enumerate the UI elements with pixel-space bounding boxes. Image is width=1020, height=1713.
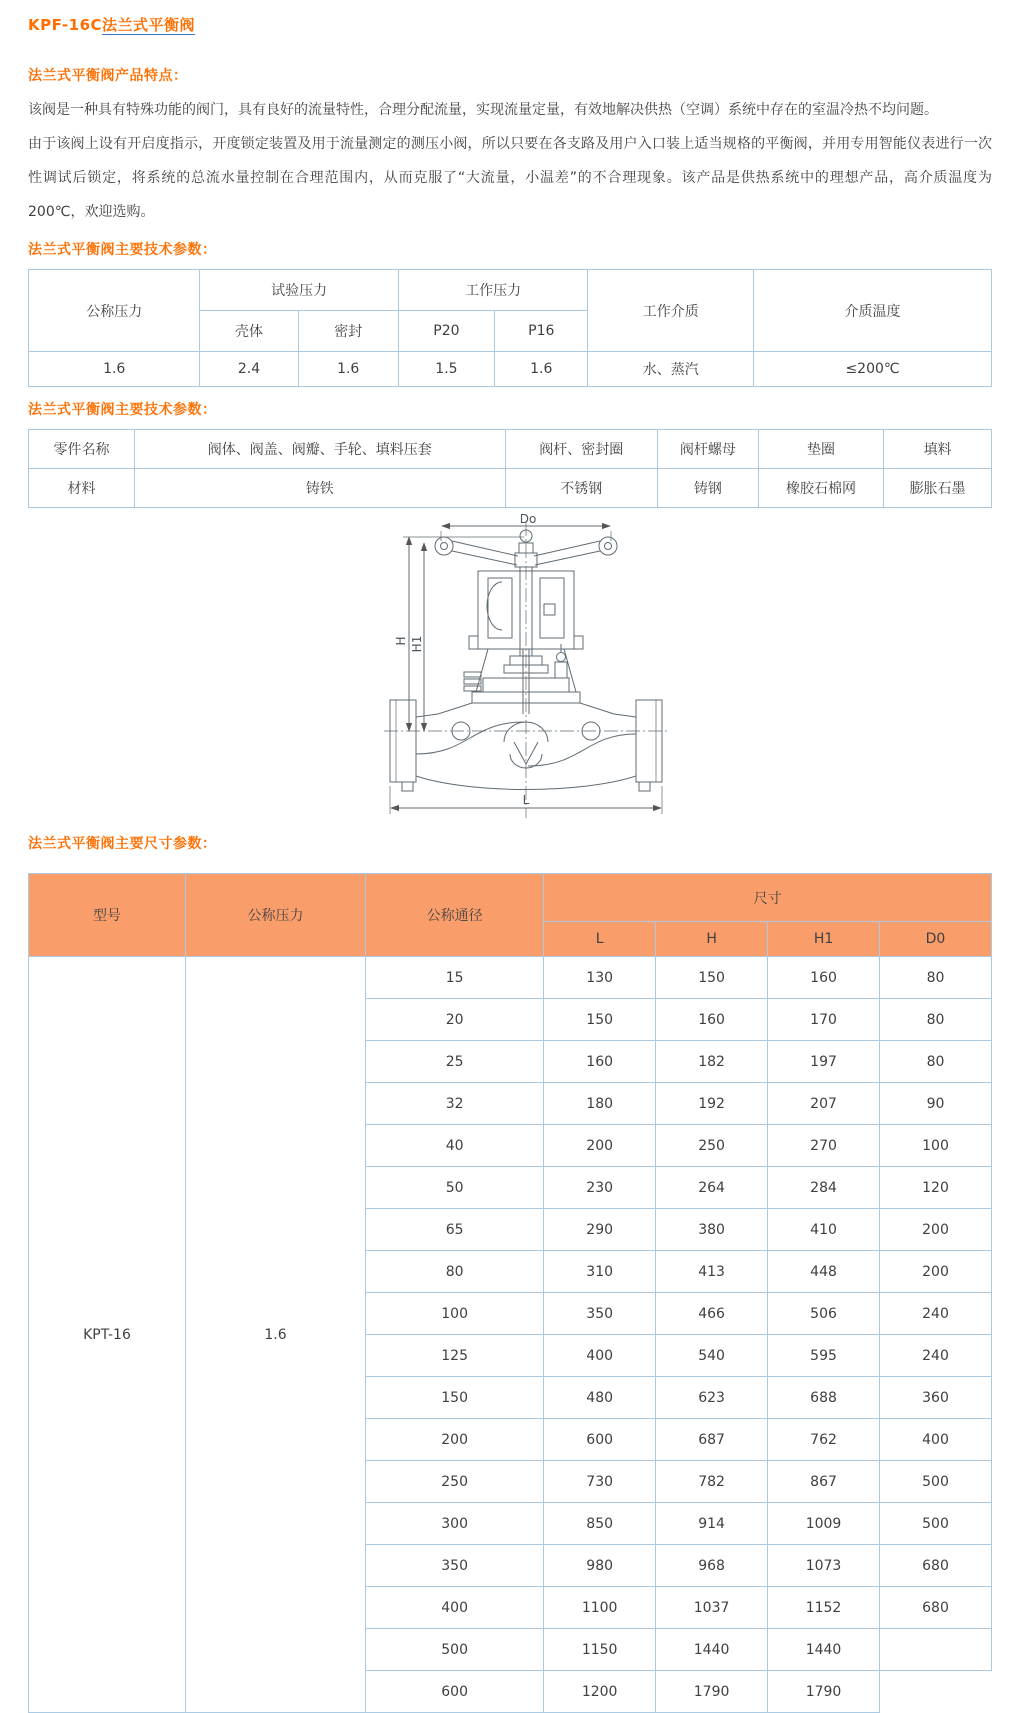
part-stem-nut: 阀杆螺母 xyxy=(657,430,758,469)
materials-heading: 法兰式平衡阀主要技术参数： xyxy=(28,402,217,418)
col-h: H xyxy=(656,922,768,957)
pressure-cell: 1.6 xyxy=(185,957,365,1713)
d0-cell: 80 xyxy=(880,1041,992,1083)
val-p20: 1.5 xyxy=(398,352,494,387)
l-cell: 310 xyxy=(544,1251,656,1293)
h-cell: 182 xyxy=(656,1041,768,1083)
dn-cell: 150 xyxy=(366,1377,544,1419)
col-p16: P16 xyxy=(495,311,588,352)
h-cell: 192 xyxy=(656,1083,768,1125)
val-temp: ≤200℃ xyxy=(754,352,992,387)
col-model: 型号 xyxy=(29,874,186,957)
dn-cell: 65 xyxy=(366,1209,544,1251)
dn-cell: 500 xyxy=(366,1629,544,1671)
d0-cell: 200 xyxy=(880,1251,992,1293)
dn-cell: 125 xyxy=(366,1335,544,1377)
col-seal: 密封 xyxy=(298,311,398,352)
h-cell: 160 xyxy=(656,999,768,1041)
d0-cell: 240 xyxy=(880,1335,992,1377)
material-packing: 膨胀石墨 xyxy=(884,469,992,508)
l-cell: 200 xyxy=(544,1125,656,1167)
col-nominal-pressure: 公称压力 xyxy=(29,270,200,352)
part-name-label: 零件名称 xyxy=(29,430,135,469)
d0-cell: 80 xyxy=(880,957,992,999)
d0-cell: 120 xyxy=(880,1167,992,1209)
table-row xyxy=(29,957,992,999)
d0-cell: 360 xyxy=(880,1377,992,1419)
dn-cell: 250 xyxy=(366,1461,544,1503)
h-cell: 150 xyxy=(656,957,768,999)
material-stem-nut: 铸钢 xyxy=(657,469,758,508)
d0-cell: 90 xyxy=(880,1083,992,1125)
part-gasket: 垫圈 xyxy=(758,430,883,469)
dn-cell: 15 xyxy=(366,957,544,999)
diagram-label-h: H xyxy=(394,636,408,646)
tech-params-table xyxy=(28,269,992,387)
d0-cell xyxy=(880,1671,992,1713)
l-cell: 290 xyxy=(544,1209,656,1251)
valve-diagram xyxy=(376,512,746,825)
col-test-pressure: 试验压力 xyxy=(200,270,398,311)
h1-cell: 284 xyxy=(768,1167,880,1209)
col-shell: 壳体 xyxy=(200,311,298,352)
col-working-medium: 工作介质 xyxy=(588,270,754,352)
tech-params-heading: 法兰式平衡阀主要技术参数： xyxy=(28,242,217,258)
d0-cell: 500 xyxy=(880,1503,992,1545)
val-shell: 2.4 xyxy=(200,352,298,387)
h1-cell: 867 xyxy=(768,1461,880,1503)
h-cell: 1440 xyxy=(656,1629,768,1671)
l-cell: 480 xyxy=(544,1377,656,1419)
col-d0: D0 xyxy=(880,922,992,957)
col-working-pressure: 工作压力 xyxy=(398,270,588,311)
dn-cell: 400 xyxy=(366,1587,544,1629)
h-cell: 1037 xyxy=(656,1587,768,1629)
dn-cell: 600 xyxy=(366,1671,544,1713)
h-cell: 380 xyxy=(656,1209,768,1251)
l-cell: 230 xyxy=(544,1167,656,1209)
dn-cell: 20 xyxy=(366,999,544,1041)
val-seal: 1.6 xyxy=(298,352,398,387)
model-cell: KPT-16 xyxy=(29,957,186,1713)
l-cell: 1200 xyxy=(544,1671,656,1713)
page-title xyxy=(28,14,992,35)
material-stem-seal: 不锈钢 xyxy=(505,469,657,508)
l-cell: 150 xyxy=(544,999,656,1041)
h-cell: 687 xyxy=(656,1419,768,1461)
dimensions-heading: 法兰式平衡阀主要尺寸参数： xyxy=(28,836,217,852)
h-cell: 413 xyxy=(656,1251,768,1293)
part-stem-seal: 阀杆、密封圈 xyxy=(505,430,657,469)
h1-cell: 160 xyxy=(768,957,880,999)
features-heading: 法兰式平衡阀产品特点： xyxy=(28,68,188,84)
d0-cell: 680 xyxy=(880,1587,992,1629)
h1-cell: 410 xyxy=(768,1209,880,1251)
l-cell: 1100 xyxy=(544,1587,656,1629)
dimensions-table xyxy=(28,873,992,1713)
d0-cell: 200 xyxy=(880,1209,992,1251)
h-cell: 914 xyxy=(656,1503,768,1545)
col-nominal-pressure: 公称压力 xyxy=(185,874,365,957)
features-paragraph-1: 该阀是一种具有特殊功能的阀门，具有良好的流量特性，合理分配流量，实现流量定量，有效地解决供热（空调）系统中存在的室温冷热不均问题。 xyxy=(28,102,938,118)
h1-cell: 1073 xyxy=(768,1545,880,1587)
material-label: 材料 xyxy=(29,469,135,508)
h1-cell: 1009 xyxy=(768,1503,880,1545)
material-gasket: 橡胶石棉网 xyxy=(758,469,883,508)
d0-cell: 100 xyxy=(880,1125,992,1167)
dimension-h-arrow xyxy=(403,537,524,731)
val-p16: 1.6 xyxy=(495,352,588,387)
h1-cell: 197 xyxy=(768,1041,880,1083)
l-cell: 180 xyxy=(544,1083,656,1125)
h1-cell: 1152 xyxy=(768,1587,880,1629)
dn-cell: 350 xyxy=(366,1545,544,1587)
h-cell: 968 xyxy=(656,1545,768,1587)
d0-cell xyxy=(880,1629,992,1671)
h-cell: 1790 xyxy=(656,1671,768,1713)
title-model: KPF-16C xyxy=(28,16,103,34)
h-cell: 623 xyxy=(656,1377,768,1419)
col-h1: H1 xyxy=(768,922,880,957)
val-medium: 水、蒸汽 xyxy=(588,352,754,387)
l-cell: 400 xyxy=(544,1335,656,1377)
dn-cell: 100 xyxy=(366,1293,544,1335)
material-body-group: 铸铁 xyxy=(134,469,505,508)
dn-cell: 200 xyxy=(366,1419,544,1461)
part-packing: 填料 xyxy=(884,430,992,469)
l-cell: 350 xyxy=(544,1293,656,1335)
features-paragraph-2: 由于该阀上设有开启度指示，开度锁定装置及用于流量测定的测压小阀，所以只要在各支路及用户入口装上适当规格的平衡阀，并用专用智能仪表进行一次性调试后锁定，将系统的总流水量控制在合理范围内，从而克服了“大流量，小温差”的不合理现象。该产品是供热系统中的理想产品，高介质温度为200℃，欢迎选购。 xyxy=(28,136,992,220)
diagram-label-l: L xyxy=(522,793,530,807)
h1-cell: 270 xyxy=(768,1125,880,1167)
h-cell: 782 xyxy=(656,1461,768,1503)
dn-cell: 80 xyxy=(366,1251,544,1293)
h1-cell: 1790 xyxy=(768,1671,880,1713)
h1-cell: 1440 xyxy=(768,1629,880,1671)
l-cell: 160 xyxy=(544,1041,656,1083)
d0-cell: 500 xyxy=(880,1461,992,1503)
col-l: L xyxy=(544,922,656,957)
dn-cell: 32 xyxy=(366,1083,544,1125)
h-cell: 466 xyxy=(656,1293,768,1335)
part-body-group: 阀体、阀盖、阀瓣、手轮、填料压套 xyxy=(134,430,505,469)
h-cell: 540 xyxy=(656,1335,768,1377)
col-p20: P20 xyxy=(398,311,494,352)
h1-cell: 506 xyxy=(768,1293,880,1335)
col-medium-temp: 介质温度 xyxy=(754,270,992,352)
l-cell: 730 xyxy=(544,1461,656,1503)
d0-cell: 400 xyxy=(880,1419,992,1461)
title-product-link[interactable]: 法兰式平衡阀 xyxy=(102,16,196,34)
d0-cell: 80 xyxy=(880,999,992,1041)
l-cell: 1150 xyxy=(544,1629,656,1671)
diagram-label-h1: H1 xyxy=(410,635,424,653)
dn-cell: 40 xyxy=(366,1125,544,1167)
l-cell: 850 xyxy=(544,1503,656,1545)
h-cell: 264 xyxy=(656,1167,768,1209)
l-cell: 600 xyxy=(544,1419,656,1461)
h1-cell: 448 xyxy=(768,1251,880,1293)
l-cell: 130 xyxy=(544,957,656,999)
dn-cell: 25 xyxy=(366,1041,544,1083)
col-nominal-diameter: 公称通径 xyxy=(366,874,544,957)
diagram-label-do: Do xyxy=(519,512,537,526)
dn-cell: 50 xyxy=(366,1167,544,1209)
h1-cell: 207 xyxy=(768,1083,880,1125)
dn-cell: 300 xyxy=(366,1503,544,1545)
materials-table xyxy=(28,429,992,508)
h-cell: 250 xyxy=(656,1125,768,1167)
d0-cell: 680 xyxy=(880,1545,992,1587)
dimensions-table-body xyxy=(29,957,992,1713)
d0-cell: 240 xyxy=(880,1293,992,1335)
val-nominal-pressure: 1.6 xyxy=(29,352,200,387)
valve-drawing-image xyxy=(376,512,746,821)
h1-cell: 762 xyxy=(768,1419,880,1461)
col-size-group: 尺寸 xyxy=(544,874,992,922)
l-cell: 980 xyxy=(544,1545,656,1587)
h1-cell: 688 xyxy=(768,1377,880,1419)
h1-cell: 595 xyxy=(768,1335,880,1377)
h1-cell: 170 xyxy=(768,999,880,1041)
